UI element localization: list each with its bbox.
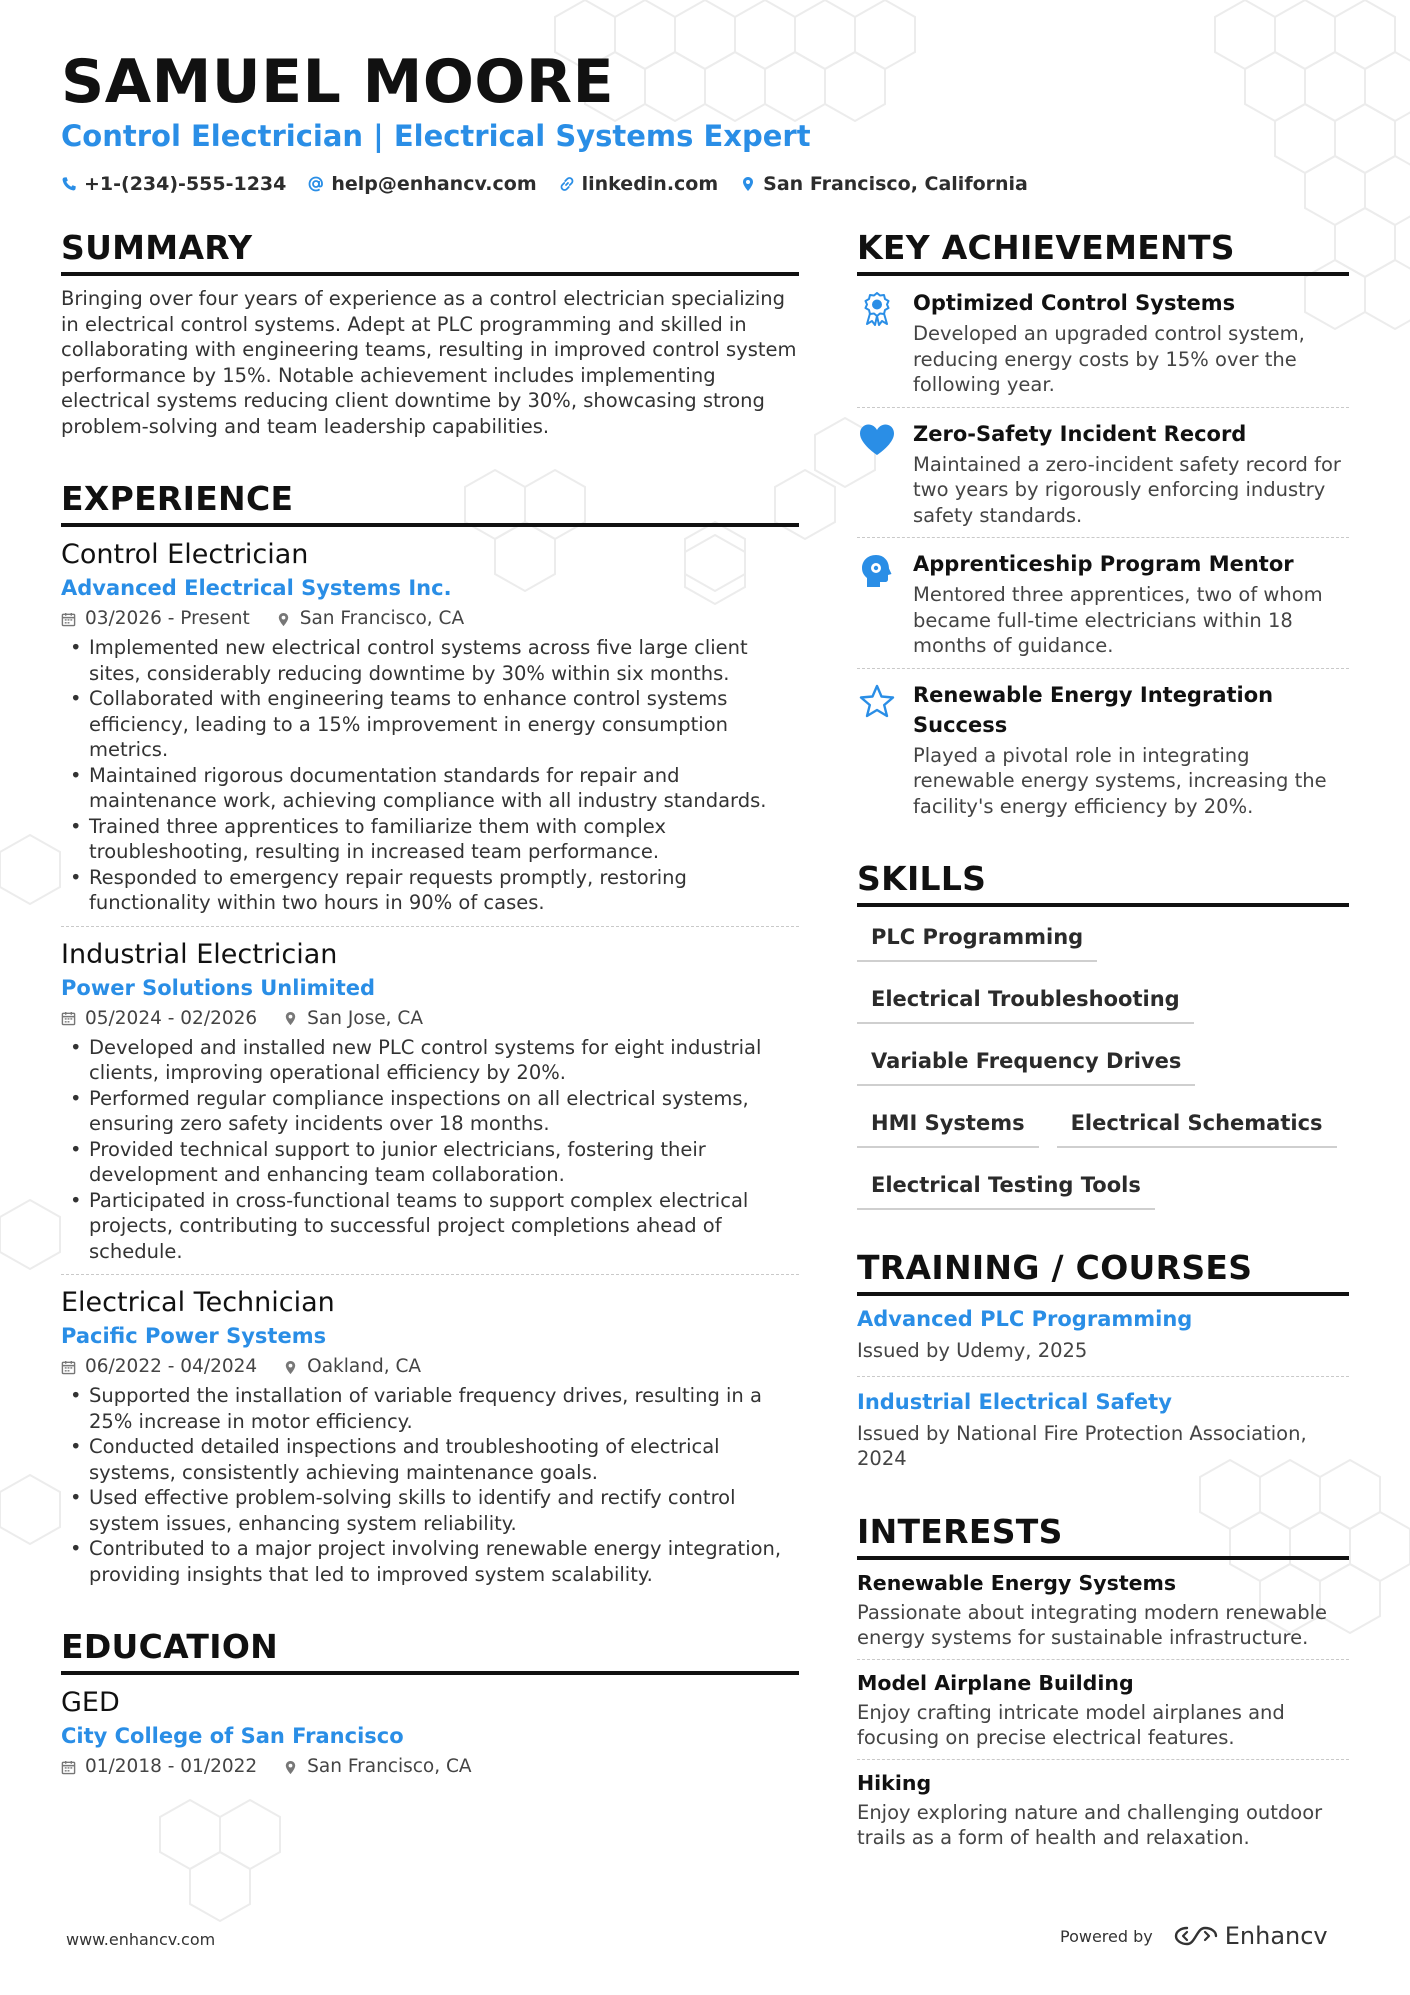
enhancv-logo-icon	[1173, 1924, 1219, 1948]
job-location	[283, 1353, 421, 1381]
achievement-icon-wrap	[857, 680, 897, 820]
right-column	[857, 226, 1349, 1851]
interest-title: Renewable Energy Systems	[857, 1570, 1177, 1595]
contact-location	[740, 170, 1028, 198]
education-meta	[61, 1753, 799, 1781]
job-dates	[61, 605, 250, 633]
powered-by-text: Powered by	[1060, 1926, 1153, 1946]
job-bullet: • Supported the installation of variable frequency drives, resulting in a 25% increase in motor efficiency.	[61, 1383, 799, 1434]
training-heading: TRAINING / COURSES	[857, 1246, 1349, 1296]
contact-email[interactable]	[308, 170, 536, 198]
job-bullet: • Provided technical support to junior electricians, fostering their development and enhancing team collaboration.	[61, 1137, 799, 1188]
enhancv-logo[interactable]	[1173, 1922, 1328, 1950]
education-dates	[61, 1753, 257, 1781]
summary-text: Bringing over four years of experience as a control electrician specializing in electrical control systems. Adept at PLC programming and skilled in collaborating with engineering teams, resulting in improved control system performance by 15%. Notable achievement includes implementing electrical systems reducing client downtime by 30%, showcasing strong problem-solving and team leadership capabilities.	[61, 287, 797, 438]
education-heading: EDUCATION	[61, 1625, 799, 1675]
interests-heading: INTERESTS	[857, 1510, 1349, 1560]
course-title[interactable]: Industrial Electrical Safety	[857, 1389, 1172, 1414]
interest-item	[857, 1668, 1349, 1760]
candidate-name: SAMUEL MOORE	[61, 47, 615, 117]
job-bullet: • Responded to emergency repair requests promptly, restoring functionality within two hours in 90% of cases.	[61, 865, 799, 916]
interest-item	[857, 1768, 1349, 1851]
education-school[interactable]: City College of San Francisco	[61, 1724, 404, 1748]
education-degree: GED	[61, 1687, 120, 1718]
job-dates	[61, 1353, 257, 1381]
skills-list	[857, 915, 1349, 1225]
job-company[interactable]: Pacific Power Systems	[61, 1324, 327, 1348]
job-bullet: • Implemented new electrical control systems across five large client sites, considerably reducing downtime by 30% within six months.	[61, 635, 799, 686]
skill-tag: Variable Frequency Drives	[857, 1039, 1195, 1086]
phone-text: +1-(234)-555-1234	[84, 173, 287, 195]
calendar-icon	[61, 1360, 76, 1375]
achievement-desc: Developed an upgraded control system, reducing energy costs by 15% over the following year.	[913, 322, 1305, 396]
achievement-item	[857, 288, 1349, 408]
left-column	[61, 226, 799, 1781]
course-item	[857, 1387, 1349, 1472]
interest-desc: Enjoy exploring nature and challenging outdoor trails as a form of health and relaxation.	[857, 1800, 1323, 1849]
achievement-desc: Played a pivotal role in integrating renewable energy systems, increasing the facility's energy efficiency by 20%.	[913, 743, 1327, 818]
achievement-icon-wrap	[857, 549, 897, 659]
skill-tag: Electrical Testing Tools	[857, 1163, 1155, 1210]
linkedin-text: linkedin.com	[581, 173, 719, 195]
course-desc: Issued by Udemy, 2025	[857, 1339, 1088, 1362]
job-role: Control Electrician	[61, 539, 309, 570]
calendar-icon	[61, 1011, 76, 1026]
experience-heading: EXPERIENCE	[61, 477, 799, 527]
education-section	[61, 1625, 799, 1781]
job-bullets	[61, 1383, 799, 1587]
footer-website[interactable]: www.enhancv.com	[66, 1930, 216, 1949]
interest-desc: Enjoy crafting intricate model airplanes and focusing on precise electrical features.	[857, 1700, 1285, 1749]
job-bullets	[61, 1035, 799, 1265]
job-entry	[61, 937, 799, 1276]
location-pin-icon	[283, 1360, 298, 1375]
achievements-section	[857, 226, 1349, 819]
course-desc: Issued by National Fire Protection Association, 2024	[857, 1421, 1307, 1470]
achievement-body	[913, 549, 1349, 659]
job-bullet: • Trained three apprentices to familiarize them with complex troubleshooting, resulting in increased team performance.	[61, 814, 799, 865]
job-entry	[61, 1285, 799, 1587]
job-meta	[61, 605, 799, 633]
heart-icon	[858, 423, 896, 457]
achievement-icon-wrap	[857, 288, 897, 398]
job-company[interactable]: Advanced Electrical Systems Inc.	[61, 576, 452, 600]
job-bullet: • Used effective problem-solving skills to identify and rectify control system issues, enhancing system reliability.	[61, 1485, 799, 1536]
job-dates-text: 05/2024 - 02/2026	[85, 1007, 258, 1029]
skills-section	[857, 857, 1349, 1225]
achievement-desc: Mentored three apprentices, two of whom became full-time electricians within 18 months of guidance.	[913, 583, 1323, 657]
achievement-body	[913, 288, 1349, 398]
job-bullet: • Contributed to a major project involving renewable energy integration, providing insights that led to improved system scalability.	[61, 1536, 799, 1587]
brand-name: Enhancv	[1224, 1922, 1328, 1950]
job-location	[283, 1005, 423, 1033]
at-sign-icon	[308, 176, 324, 192]
job-location-text: Oakland, CA	[307, 1356, 422, 1377]
phone-icon	[61, 176, 77, 192]
education-dates-text: 01/2018 - 01/2022	[85, 1756, 258, 1777]
job-bullet: • Participated in cross-functional teams to support complex electrical projects, contributing to successful project completions ahead of schedule.	[61, 1188, 799, 1265]
achievement-title: Optimized Control Systems	[913, 291, 1236, 315]
job-bullet: • Maintained rigorous documentation standards for repair and maintenance work, achieving compliance with all industry standards.	[61, 763, 799, 814]
skill-tag: PLC Programming	[857, 915, 1097, 962]
achievement-title: Zero-Safety Incident Record	[913, 421, 1247, 446]
achievement-icon-wrap	[857, 419, 897, 529]
link-icon	[559, 176, 575, 192]
location-pin-icon	[283, 1760, 298, 1775]
achievement-title: Apprenticeship Program Mentor	[913, 552, 1294, 576]
interest-desc: Passionate about integrating modern renewable energy systems for sustainable infrastructure.	[857, 1600, 1328, 1649]
contact-phone[interactable]	[61, 170, 286, 198]
head-mentor-icon	[860, 553, 894, 589]
achievement-item	[857, 680, 1349, 820]
achievement-body	[913, 680, 1349, 820]
job-bullet: • Performed regular compliance inspections on all electrical systems, ensuring zero safety incidents over 18 months.	[61, 1086, 799, 1137]
skill-tag: HMI Systems	[857, 1101, 1039, 1148]
achievement-item	[857, 419, 1349, 539]
skill-tag: Electrical Schematics	[1057, 1101, 1337, 1148]
location-pin-icon	[276, 612, 291, 627]
job-location	[276, 605, 464, 633]
achievement-item	[857, 549, 1349, 669]
skill-tag: Electrical Troubleshooting	[857, 977, 1194, 1024]
summary-heading: SUMMARY	[61, 226, 799, 276]
job-dates	[61, 1005, 257, 1033]
job-dates-text: 03/2026 - Present	[85, 608, 250, 629]
ribbon-award-icon	[862, 292, 892, 326]
job-location-text: San Francisco, CA	[299, 608, 465, 629]
achievement-desc: Maintained a zero-incident safety record for two years by rigorously enforcing industry safety standards.	[913, 452, 1341, 527]
achievement-body	[913, 419, 1349, 529]
interest-item	[857, 1568, 1349, 1660]
job-location-text: San Jose, CA	[307, 1007, 423, 1029]
calendar-icon	[61, 1760, 76, 1775]
skills-heading: SKILLS	[857, 857, 1349, 907]
job-bullet: • Collaborated with engineering teams to enhance control systems efficiency, leading to a 15% improvement in energy consumption metrics.	[61, 686, 799, 763]
education-location-text: San Francisco, CA	[307, 1756, 472, 1777]
interests-section	[857, 1510, 1349, 1851]
location-pin-icon	[283, 1011, 298, 1026]
job-bullet: • Developed and installed new PLC control systems for eight industrial clients, improving operational efficiency by 20%.	[61, 1035, 799, 1086]
star-icon	[859, 684, 895, 718]
footer-branding	[1060, 1922, 1328, 1950]
job-meta	[61, 1005, 799, 1033]
course-item	[857, 1304, 1349, 1377]
interest-title: Hiking	[857, 1770, 932, 1795]
job-company[interactable]: Power Solutions Unlimited	[61, 975, 376, 1000]
achievement-title: Renewable Energy Integration Success	[913, 682, 1274, 737]
job-dates-text: 06/2022 - 04/2024	[85, 1356, 258, 1377]
calendar-icon	[61, 612, 76, 627]
location-pin-icon	[740, 176, 756, 192]
job-role: Industrial Electrician	[61, 938, 338, 970]
job-role: Electrical Technician	[61, 1287, 335, 1318]
location-text: San Francisco, California	[763, 173, 1028, 195]
education-location	[283, 1753, 471, 1781]
job-bullets	[61, 635, 799, 916]
job-entry	[61, 537, 799, 927]
contact-bar	[61, 170, 1028, 198]
contact-linkedin[interactable]	[559, 170, 719, 198]
experience-section	[61, 477, 799, 1587]
course-title[interactable]: Advanced PLC Programming	[857, 1307, 1193, 1331]
interest-title: Model Airplane Building	[857, 1670, 1134, 1695]
training-section	[857, 1246, 1349, 1472]
achievements-heading: KEY ACHIEVEMENTS	[857, 226, 1349, 276]
candidate-title: Control Electrician | Electrical Systems Expert	[61, 119, 811, 153]
job-bullet: • Conducted detailed inspections and troubleshooting of electrical systems, consistently achieving maintenance goals.	[61, 1434, 799, 1485]
job-meta	[61, 1353, 799, 1381]
email-text: help@enhancv.com	[331, 173, 537, 195]
summary-section	[61, 226, 799, 439]
